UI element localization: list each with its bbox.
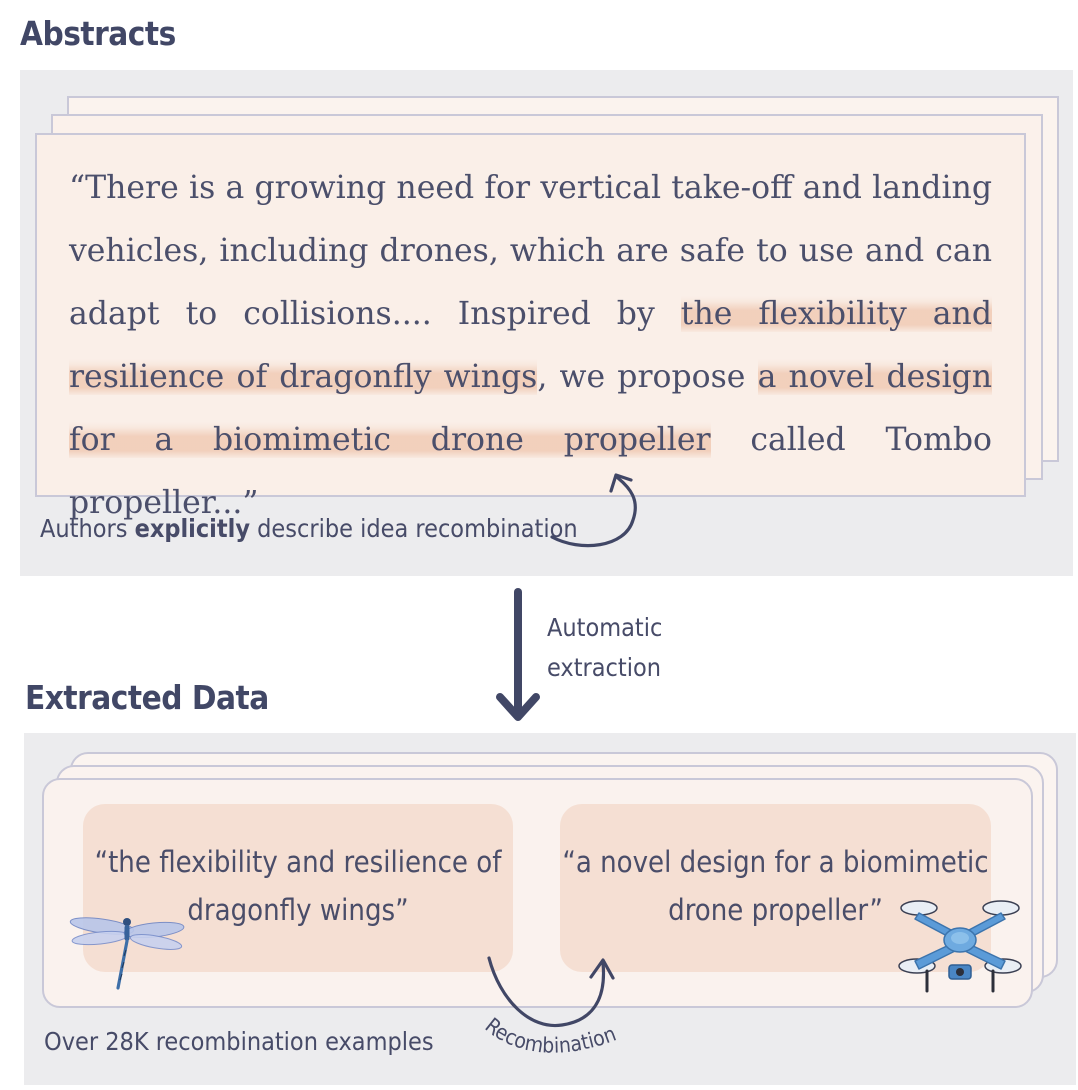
left-slot-line2: dragonfly wings”: [187, 893, 409, 927]
left-slot-line1: “the flexibility and resilience of: [94, 845, 502, 879]
right-slot-line2: drone propeller”: [668, 893, 883, 927]
extracted-caption: Over 28K recombination examples: [44, 1027, 434, 1056]
flow-label-line2: extraction: [547, 653, 661, 682]
quote-open-mark: “: [69, 170, 86, 206]
recombination-label: Recombination: [480, 1013, 620, 1058]
right-slot-line1: “a novel design for a biomimetic: [562, 845, 989, 879]
flow-label-line1: Automatic: [547, 613, 663, 642]
abstracts-heading: Abstracts: [20, 14, 176, 53]
highlight-dragonfly-wings: the flexibility and resilience of dragonfly wings: [69, 296, 992, 395]
abstracts-caption: Authors explicitly describe idea recombination: [40, 514, 578, 543]
highlight-drone-propeller: a novel design for a biomimetic drone propeller: [69, 359, 992, 458]
quote-close-mark: ”: [242, 485, 259, 521]
abstract-plain-text-2: , we propose: [537, 359, 758, 395]
abstract-plain-text-1: There is a growing need for vertical take-off and landing vehicles, including drones, which are safe to use and can adapt to collisions.... Inspired by: [69, 170, 992, 332]
abstract-plain-text-3: called Tombo propeller...: [69, 422, 992, 521]
extracted-data-heading: Extracted Data: [25, 678, 269, 717]
caption-emphasis: explicitly: [134, 514, 250, 543]
